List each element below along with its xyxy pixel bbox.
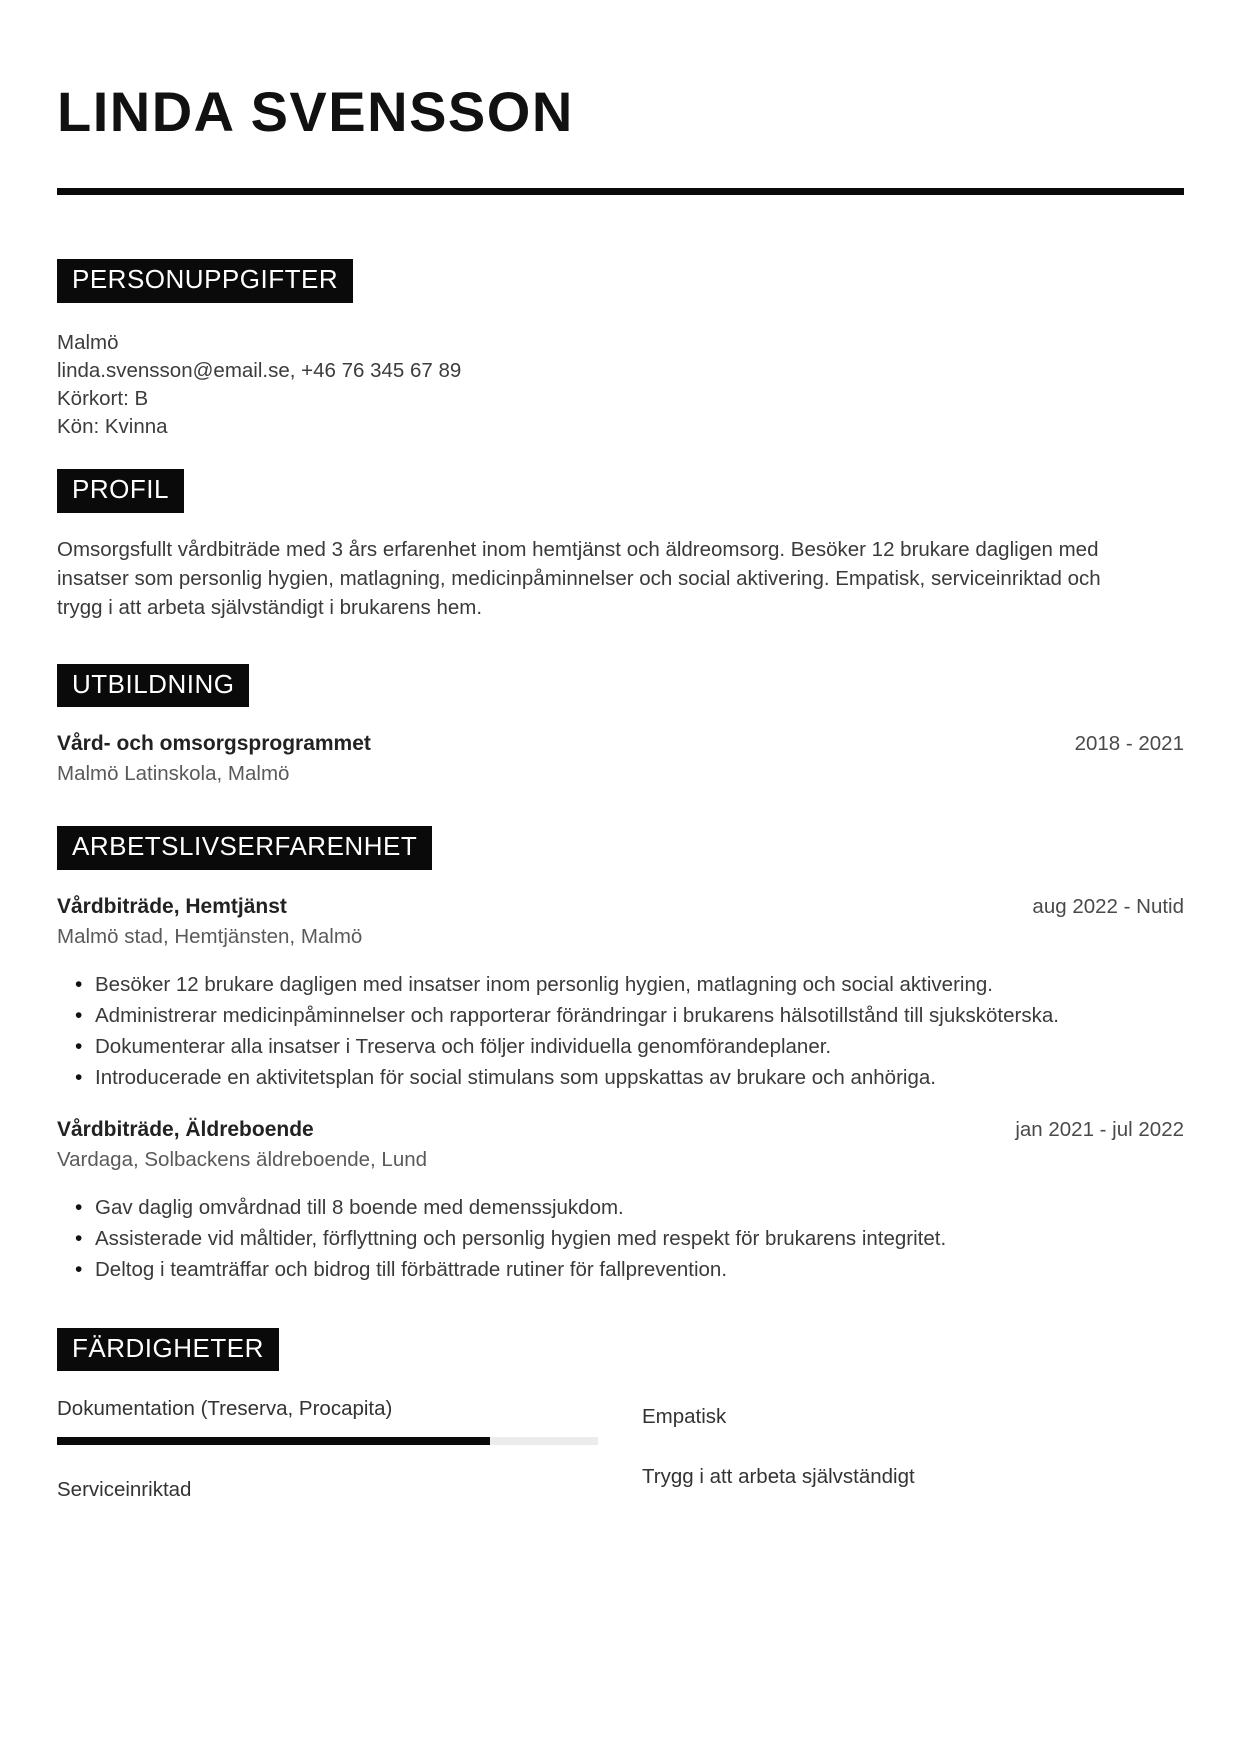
section-experience	[57, 786, 1184, 1284]
section-heading-skills: FÄRDIGHETER	[57, 1328, 279, 1372]
skill-level-fill	[57, 1437, 490, 1445]
experience-bullet: • Besöker 12 brukare dagligen med insatser inom personlig hygien, matlagning och social aktivering.	[57, 970, 1184, 999]
skill-label: Trygg i att arbeta självständigt	[642, 1465, 915, 1489]
education-school: Malmö Latinskola, Malmö	[57, 762, 290, 786]
experience-bullet-list	[57, 970, 1184, 1092]
experience-entry	[57, 895, 1184, 1092]
skills-column-right	[642, 1394, 1184, 1504]
education-period: 2018 - 2021	[1074, 732, 1184, 756]
contact-city: Malmö	[57, 330, 119, 354]
experience-entry	[57, 1118, 1184, 1284]
experience-bullet-list	[57, 1193, 1184, 1284]
education-entry-header	[57, 732, 1184, 756]
section-heading-profile: PROFIL	[57, 469, 184, 513]
section-heading-education: UTBILDNING	[57, 664, 249, 708]
experience-employer: Malmö stad, Hemtjänsten, Malmö	[57, 924, 363, 948]
header-divider	[57, 188, 1184, 195]
skill-item	[57, 1394, 598, 1445]
experience-bullet: • Assisterade vid måltider, förflyttning och personlig hygien med respekt för brukarens integritet.	[57, 1224, 1184, 1253]
education-degree: Vård- och omsorgsprogrammet	[57, 732, 371, 756]
experience-period: aug 2022 - Nutid	[1032, 894, 1184, 918]
contact-gender: Kön: Kvinna	[57, 414, 168, 438]
section-profile	[57, 441, 1184, 622]
skills-grid	[57, 1394, 1184, 1504]
experience-role: Vårdbiträde, Äldreboende	[57, 1117, 314, 1141]
experience-employer: Vardaga, Solbackens äldreboende, Lund	[57, 1147, 428, 1171]
section-skills	[57, 1286, 1184, 1505]
section-personal	[57, 195, 1184, 441]
contact-license: Körkort: B	[57, 386, 149, 410]
experience-period: jan 2021 - jul 2022	[1015, 1117, 1184, 1141]
section-education	[57, 622, 1184, 787]
section-heading-personal: PERSONUPPGIFTER	[57, 259, 353, 303]
skill-item	[642, 1462, 1184, 1491]
skill-level-bar	[57, 1437, 598, 1445]
skills-column-left	[57, 1394, 598, 1504]
experience-bullet: • Deltog i teamträffar och bidrog till förbättrade rutiner för fallprevention.	[57, 1255, 1184, 1284]
skill-label: Dokumentation (Treserva, Procapita)	[57, 1397, 393, 1421]
experience-bullet: • Administrerar medicinpåminnelser och rapporterar förändringar i brukarens hälsotillstånd till sjuksköterska.	[57, 1001, 1184, 1030]
experience-entry-header	[57, 895, 1184, 919]
skill-item	[642, 1402, 1184, 1431]
profile-summary: Omsorgsfullt vårdbiträde med 3 års erfarenhet inom hemtjänst och äldreomsorg. Besöker 12 brukare dagligen med insatser som personlig hygien, matlagning, medicinpåminnelser och social aktivering. Empatisk, serviceinriktad och trygg i att arbeta självständigt i brukarens hem.	[57, 537, 1101, 619]
section-heading-experience: ARBETSLIVSERFARENHET	[57, 826, 432, 870]
experience-entry-header	[57, 1118, 1184, 1142]
skill-label: Empatisk	[642, 1405, 727, 1429]
contact-email-phone: linda.svensson@email.se, +46 76 345 67 89	[57, 358, 462, 382]
skill-item	[57, 1475, 598, 1504]
skill-label: Serviceinriktad	[57, 1478, 192, 1502]
experience-bullet: • Gav daglig omvårdnad till 8 boende med demenssjukdom.	[57, 1193, 1184, 1222]
experience-bullet: • Introducerade en aktivitetsplan för social stimulans som uppskattas av brukare och anhöriga.	[57, 1063, 1184, 1092]
experience-bullet: • Dokumenterar alla insatser i Treserva och följer individuella genomförandeplaner.	[57, 1032, 1184, 1061]
contact-block	[57, 329, 1184, 441]
education-entry	[57, 732, 1184, 786]
experience-role: Vårdbiträde, Hemtjänst	[57, 894, 287, 918]
page-title: LINDA SVENSSON	[57, 80, 574, 143]
